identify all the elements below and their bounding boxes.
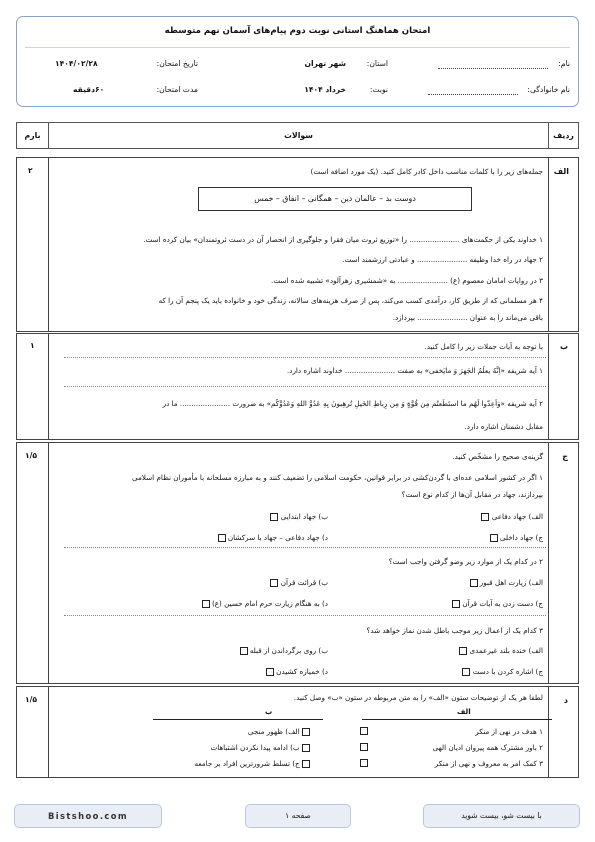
family-field[interactable] bbox=[428, 94, 518, 95]
checkbox[interactable] bbox=[490, 534, 498, 542]
term-label: نوبت: bbox=[369, 85, 388, 94]
footer-site[interactable]: Bistshoo.com bbox=[14, 804, 162, 828]
checkbox[interactable] bbox=[202, 600, 210, 608]
province-value: شهر تهران bbox=[304, 59, 346, 68]
question-label: د bbox=[563, 696, 568, 705]
score-col-header: بارم bbox=[24, 131, 41, 140]
match-a-3: ۳ کمک امر به معروف و نهی از منکر bbox=[434, 759, 543, 768]
mcq-2-option-c[interactable]: ج) دست زدن به آیات قرآن bbox=[452, 599, 543, 608]
term-value: خرداد ۱۴۰۴ bbox=[304, 85, 346, 94]
checkbox[interactable] bbox=[218, 534, 226, 542]
mcq-3-option-a[interactable]: الف) خنده بلند غیرعمدی bbox=[459, 646, 543, 655]
column-a-title: الف bbox=[457, 707, 471, 716]
mcq-2-option-b[interactable]: ب) قرائت قرآن bbox=[270, 578, 328, 587]
mcq-3-text: ۳ کدام یک از اعمال زیر موجب باطل شدن نماز خواهد شد؟ bbox=[366, 626, 543, 635]
question-label: الف bbox=[553, 167, 569, 176]
exam-title: امتحان هماهنگ استانی نوبت دوم پیام‌های آسمان نهم متوسطه bbox=[164, 26, 431, 36]
checkbox[interactable] bbox=[302, 728, 310, 736]
checkbox[interactable] bbox=[240, 647, 248, 655]
match-a-2: ۲ باور مشترک همه پیروان ادیان الهی bbox=[432, 743, 543, 752]
question-score: ۱ bbox=[30, 341, 35, 350]
row-col-header: ردیف bbox=[553, 131, 574, 140]
match-a-1: ۱ هدف در نهی از منکر bbox=[475, 727, 543, 736]
question-alef bbox=[16, 157, 579, 332]
match-b-2[interactable]: ب) ادامه پیدا نکردن اشتباهات bbox=[210, 743, 310, 752]
checkbox[interactable] bbox=[270, 579, 278, 587]
duration-value: ۶۰دقیقه bbox=[73, 85, 105, 94]
question-instruction: گزینه‌ی صحیح را مشخّص کنید. bbox=[452, 452, 543, 461]
match-b-3[interactable]: ج) تسلط شرورترین افراد بر جامعه bbox=[194, 759, 310, 768]
column-b-title: ب bbox=[265, 707, 273, 716]
match-b-1[interactable]: الف) ظهور منجی bbox=[248, 727, 310, 736]
mcq-2-option-d[interactable]: د) به هنگام زیارت حرم امام حسین (ع) bbox=[202, 599, 328, 608]
match-a-3-checkbox[interactable] bbox=[360, 759, 368, 767]
question-score: ۱/۵ bbox=[25, 451, 38, 460]
mcq-3-option-c[interactable]: ج) اشاره کردن با دست bbox=[462, 667, 543, 676]
duration-label: مدت امتحان: bbox=[156, 85, 198, 94]
word-box: دوست بد – عالمان دین – همگانی – انفاق – خمس bbox=[198, 187, 472, 211]
fill-item-4: ۴ هر مسلمانی که از طریق کار، درآمدی کسب می‌کند، پس از صرف هزینه‌های سالانه، زندگی خود و خانواده باید یک پنجم آن را که bbox=[158, 296, 543, 305]
mcq-1-text: ۱ اگر در کشور اسلامی عده‌ای با گردن‌کشی در برابر قوانین، حکومت اسلامی را تضعیف کنند و به مبارزه مسلحانه با مأموران نظام اسلامی bbox=[132, 473, 543, 482]
mcq-3-option-d[interactable]: د) خمیازه کشیدن bbox=[266, 667, 328, 676]
fill-item-1: ۱ خداوند یکی از حکمت‌های ...................... را «توزیع ثروت میان فقرا و جلوگیری از انحصار آن در دست ثروتمندان» بیان کرده است. bbox=[143, 235, 543, 244]
verse-item-1: ۱ آیه شریفه «اِنَّهُ یعلَمُ الجَهرَ وَ مایَخفی» به صفت ...................... خداوند اشاره دارد. bbox=[286, 366, 543, 375]
name-field[interactable] bbox=[438, 68, 548, 69]
mcq-1-text-cont: بپردازند، جهاد در مقابل آن‌ها از کدام نوع است؟ bbox=[401, 490, 543, 499]
checkbox[interactable] bbox=[459, 647, 467, 655]
question-score: ۲ bbox=[28, 166, 33, 175]
checkbox[interactable] bbox=[462, 668, 470, 676]
question-score: ۱/۵ bbox=[25, 695, 38, 704]
verse-item-2: ۲ آیه شریفه «وَاَعِدّوا لَهُم ما استَطَعتُم مِن قُوَّةٍ وَ مِن رِباطِ الخَیلِ تُرهِبونَ بِهِ عَدُوَّ اللهِ وَعَدُوَّکُم» به ضرورت ...................... ما در bbox=[162, 399, 543, 408]
mcq-2-text: ۲ در کدام یک از موارد زیر وضو گرفتن واجب است؟ bbox=[388, 557, 543, 566]
checkbox[interactable] bbox=[452, 600, 460, 608]
question-instruction: جمله‌های زیر را با کلمات مناسب داخل کادر کامل کنید. (یک مورد اضافه است) bbox=[310, 167, 543, 176]
fill-item-4-cont: باقی می‌ماند را به عنوان ...................... بپردازد. bbox=[392, 313, 543, 322]
name-label: نام: bbox=[558, 59, 570, 68]
question-instruction: با توجه به آیات جملات زیر را کامل کنید. bbox=[424, 342, 543, 351]
question-jim bbox=[16, 442, 579, 684]
column-b-underline bbox=[153, 719, 323, 720]
mcq-1-option-a[interactable]: الف) جهاد دفاعی bbox=[481, 512, 543, 521]
header-divider bbox=[25, 47, 570, 48]
checkbox[interactable] bbox=[481, 513, 489, 521]
province-label: استان: bbox=[366, 59, 388, 68]
checkbox[interactable] bbox=[302, 744, 310, 752]
footer-page-number: صفحه ۱ bbox=[245, 804, 351, 828]
checkbox[interactable] bbox=[302, 760, 310, 768]
question-dal bbox=[16, 686, 579, 778]
mcq-1-option-d[interactable]: د) جهاد دفاعی – جهاد با سرکشان bbox=[218, 533, 328, 542]
mcq-1-option-c[interactable]: ج) جهاد داخلی bbox=[490, 533, 543, 542]
checkbox[interactable] bbox=[470, 579, 478, 587]
question-label: ب bbox=[559, 342, 568, 351]
table-header bbox=[16, 122, 579, 149]
family-label: نام خانوادگی: bbox=[527, 85, 570, 94]
question-instruction: لطفا هر یک از توضیحات ستون «الف» را به متن مربوطه در ستون «ب» وصل کنید. bbox=[293, 693, 543, 702]
mcq-2-option-a[interactable]: الف) زیارت اهل قبور bbox=[470, 578, 544, 587]
exam-date-value: ۱۴۰۴/۰۲/۲۸ bbox=[55, 59, 98, 68]
match-a-2-checkbox[interactable] bbox=[360, 743, 368, 751]
question-be bbox=[16, 333, 579, 440]
mcq-1-option-b[interactable]: ب) جهاد ابتدایی bbox=[270, 512, 328, 521]
footer-slogan: با بیست شو، بیست شوید bbox=[423, 804, 580, 828]
exam-date-label: تاریخ امتحان: bbox=[156, 59, 198, 68]
question-label: ج bbox=[562, 452, 568, 461]
checkbox[interactable] bbox=[266, 668, 274, 676]
exam-header bbox=[16, 16, 579, 107]
match-a-1-checkbox[interactable] bbox=[360, 727, 368, 735]
verse-item-2-cont: مقابل دشمنان اشاره دارد. bbox=[464, 422, 543, 431]
fill-item-3: ۳ در روایات امامان معصوم (ع) ...................... به «شمشیری زهرآلود» تشبیه شده است. bbox=[271, 276, 543, 285]
column-a-underline bbox=[362, 719, 552, 720]
questions-col-header: سوالات bbox=[284, 131, 313, 140]
fill-item-2: ۲ جهاد در راه خدا وظیفه ...................... و عبادتی ارزشمند است. bbox=[342, 255, 543, 264]
mcq-3-option-b[interactable]: ب) روی برگرداندن از قبله bbox=[240, 646, 328, 655]
checkbox[interactable] bbox=[270, 513, 278, 521]
